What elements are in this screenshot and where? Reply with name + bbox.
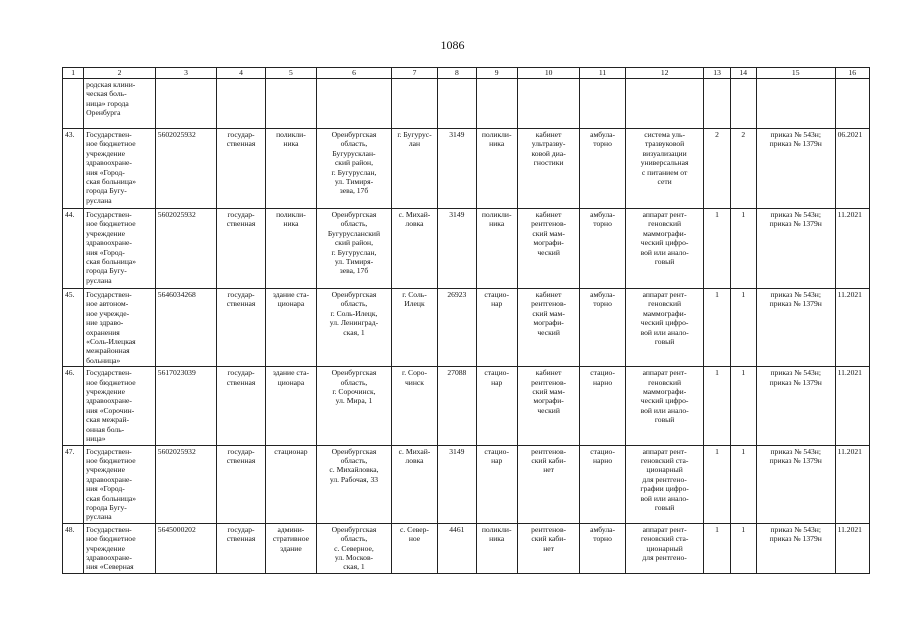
cell-inn: 5645000202 [155,523,217,573]
header-cell-11: 11 [580,68,625,79]
cell-order: приказ № 543н; приказ № 1379н [756,445,835,523]
cell-ownership: государ- ственная [217,129,265,209]
cell-equipment: аппарат рент- геновский ста- ционарный для рентгено- графии цифро- вой или анало- говый [625,445,704,523]
cell-building: поликли- ника [265,129,316,209]
table-row [63,445,870,523]
cell-order: приказ № 543н; приказ № 1379н [756,129,835,209]
cell-inn: 5602025932 [155,445,217,523]
header-cell-8: 8 [438,68,476,79]
cell-building: здание ста- ционара [265,367,316,445]
cell-equipment: аппарат рент- геновский маммографи- ческий цифро- вой или анало- говый [625,209,704,289]
cell-code: 3149 [438,129,476,209]
cell-unit: поликли- ника [476,523,517,573]
cell-inn: 5602025932 [155,129,217,209]
cell-equipment: аппарат рент- геновский ста- ционарный для рентгено- [625,523,704,573]
cell-address: Оренбургская область, Бугурусланский ский район, г. Бугуруслан, ул. Тимиря- зева, 17б [317,209,392,289]
table-row [63,367,870,445]
header-cell-12: 12 [625,68,704,79]
cell-locality: с. Север- ное [391,523,437,573]
header-cell-7: 7 [391,68,437,79]
cell-ownership: государ- ственная [217,445,265,523]
cell-inn: 5646034268 [155,289,217,367]
cell-ownership: государ- ственная [217,367,265,445]
cell-q1: 1 [704,523,730,573]
cell-no: 45. [63,289,84,367]
cell-date: 11.2021 [835,209,869,289]
cell-q2: 1 [730,523,756,573]
cell-q1: 1 [704,445,730,523]
page-number: 1086 [440,38,465,52]
cell-room: кабинет рентгенов- ский мам- мографи- ческий [517,289,580,367]
cell-date: 11.2021 [835,523,869,573]
cell-address: Оренбургская область, с. Михайловка, ул. Рабочая, 33 [317,445,392,523]
cell-q2: 1 [730,289,756,367]
header-cell-2: 2 [84,68,156,79]
header-cell-1: 1 [63,68,84,79]
cell-mode: амбула- торно [580,523,625,573]
cell-building: здание ста- ционара [265,289,316,367]
cell-org: Государствен- ное автоном- ное учрежде- ние здраво- охранения «Соль-Илецкая межрайонная больница» [84,289,156,367]
header-cell-13: 13 [704,68,730,79]
cell-room: кабинет ультразву- ковой диа- гностики [517,129,580,209]
cell-date: 06.2021 [835,129,869,209]
cell-date: 11.2021 [835,445,869,523]
cell-org: Государствен- ное бюджетное учреждение здравоохране- ния «Город- ская больница» города Бугу- руслана [84,209,156,289]
cell-ownership: государ- ственная [217,289,265,367]
header-cell-16: 16 [835,68,869,79]
cell-q1: 2 [704,129,730,209]
cell-unit: поликли- ника [476,209,517,289]
cell-q2: 2 [730,129,756,209]
cell-order: приказ № 543н; приказ № 1379н [756,523,835,573]
cell-unit: стацио- нар [476,289,517,367]
cell-date: 11.2021 [835,289,869,367]
cell-address: Оренбургская область, с. Северное, ул. Москов- ская, 1 [317,523,392,573]
cell-room: рентгенов- ский каби- нет [517,523,580,573]
cell-code: 3149 [438,209,476,289]
cell-inn: 5617023039 [155,367,217,445]
cell-mode: стацио- нарно [580,367,625,445]
cell-no: 46. [63,367,84,445]
cell-order: приказ № 543н; приказ № 1379н [756,367,835,445]
cell-room: кабинет рентгенов- ский мам- мографи- ческий [517,367,580,445]
cell-no: 47. [63,445,84,523]
cell-mode: амбула- торно [580,129,625,209]
cell-org: Государствен- ное бюджетное учреждение здравоохране- ния «Город- ская больница» города Бугу- руслана [84,445,156,523]
cell-inn: 5602025932 [155,209,217,289]
cell-code: 4461 [438,523,476,573]
cell-q1: 1 [704,367,730,445]
cell-address: Оренбургская область, г. Соль-Илецк, ул. Ленинград- ская, 1 [317,289,392,367]
cell-address: Оренбургская область, г. Сорочинск, ул. Мира, 1 [317,367,392,445]
cell-address: Оренбургская область, Бугурусклан- ский район, г. Бугуруслан, ул. Тимиря- зева, 17б [317,129,392,209]
cell-no: 44. [63,209,84,289]
cell-no: 48. [63,523,84,573]
header-cell-14: 14 [730,68,756,79]
cell-no: 43. [63,129,84,209]
cell-org: Государствен- ное бюджетное учреждение здравоохране- ния «Сорочин- ская межрай- онная боль- ница» [84,367,156,445]
cell-q2: 1 [730,209,756,289]
cell-unit: поликли- ника [476,129,517,209]
cell-code: 26923 [438,289,476,367]
header-cell-3: 3 [155,68,217,79]
header-row [63,68,870,79]
cell-mode: стацио- нарно [580,445,625,523]
cell-equipment: система уль- тразвуковой визуализации универсальная с питанием от сети [625,129,704,209]
cell-org: Государствен- ное бюджетное учреждение здравоохране- ния «Северная [84,523,156,573]
cell-mode: амбула- торно [580,209,625,289]
cell-locality: с. Михай- ловка [391,445,437,523]
cell-locality: г. Соль- Илецк [391,289,437,367]
cell-ownership: государ- ственная [217,523,265,573]
header-cell-4: 4 [217,68,265,79]
cell-q2: 1 [730,367,756,445]
cell-building: стационар [265,445,316,523]
header-cell-6: 6 [317,68,392,79]
cell-equipment: аппарат рент- геновский маммографи- ческий цифро- вой или анало- говый [625,289,704,367]
table-row-continuation [63,79,870,129]
table-row [63,129,870,209]
cell-mode: амбула- торно [580,289,625,367]
cell-building: админи- стративное здание [265,523,316,573]
table-row [63,523,870,573]
header-cell-10: 10 [517,68,580,79]
table-row [63,289,870,367]
cell-ownership: государ- ственная [217,209,265,289]
cell-org: Государствен- ное бюджетное учреждение здравоохране- ния «Город- ская больница» города Бугу- руслана [84,129,156,209]
header-cell-5: 5 [265,68,316,79]
cell-building: поликли- ника [265,209,316,289]
cell-no [63,79,84,129]
cell-unit: стацио- нар [476,367,517,445]
cell-room: рентгенов- ский каби- нет [517,445,580,523]
cell-q1: 1 [704,289,730,367]
cell-code: 3149 [438,445,476,523]
register-table [62,67,870,574]
header-cell-9: 9 [476,68,517,79]
cell-room: кабинет рентгенов- ский мам- мографи- ческий [517,209,580,289]
cell-unit: стацио- нар [476,445,517,523]
cell-locality: с. Михай- ловка [391,209,437,289]
cell-equipment: аппарат рент- геновский маммографи- ческий цифро- вой или анало- говый [625,367,704,445]
cell-order: приказ № 543н; приказ № 1379н [756,289,835,367]
cell-code: 27088 [438,367,476,445]
cell-q1: 1 [704,209,730,289]
cell-locality: г. Бугурус- лан [391,129,437,209]
cell-q2: 1 [730,445,756,523]
cell-order: приказ № 543н; приказ № 1379н [756,209,835,289]
table-row [63,209,870,289]
header-cell-15: 15 [756,68,835,79]
cell-org: родская клини- ческая боль- ница» города Оренбурга [84,79,156,129]
cell-date: 11.2021 [835,367,869,445]
cell-locality: г. Соро- чинск [391,367,437,445]
